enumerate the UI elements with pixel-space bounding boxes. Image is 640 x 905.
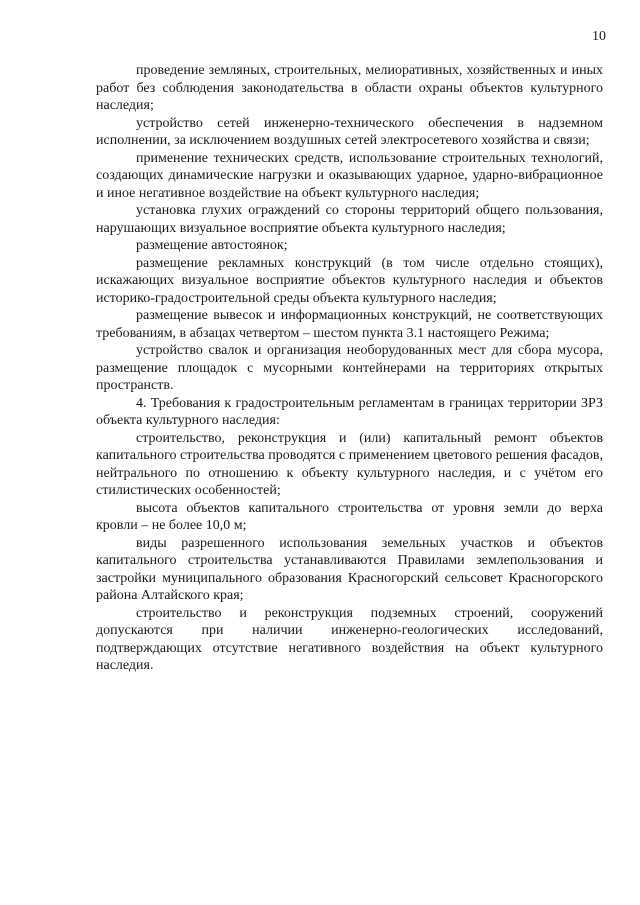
section-heading-4: 4. Требования к градостроительным регламентам в границах территории ЗРЗ объекта культурного наследия: xyxy=(96,395,603,428)
paragraph: устройство свалок и организация необорудованных мест для сбора мусора, размещение площадок с мусорными контейнерами на территориях открытых пространств. xyxy=(96,343,603,393)
paragraph: виды разрешенного использования земельных участков и объектов капитального строительства устанавливаются Правилами землепользования и застройки муниципального образования Красногорский сельсовет Красногорского района Алтайского края; xyxy=(96,535,603,603)
paragraph: устройство сетей инженерно-технического обеспечения в надземном исполнении, за исключением воздушных сетей электросетевого хозяйства и связи; xyxy=(96,115,603,148)
paragraph: строительство, реконструкция и (или) капитальный ремонт объектов капитального строительства проводятся с применением цветового решения фасадов, нейтрального по отношению к объекту культурного наследия, и с учётом его стилистических особенностей; xyxy=(96,430,603,498)
paragraph: строительство и реконструкция подземных строений, сооружений допускаются при наличии инженерно-геологических исследований, подтверждающих отсутствие негативного воздействия на объект культурного наследия. xyxy=(96,605,603,673)
paragraph: размещение рекламных конструкций (в том числе отдельно стоящих), искажающих визуальное восприятие объектов культурного наследия и объектов историко-градостроительной среды объекта культурного наследия; xyxy=(96,255,603,306)
paragraph: размещение вывесок и информационных конструкций, не соответствующих требованиям, в абзацах четвертом – шестом пункта 3.1 настоящего Режима; xyxy=(96,308,603,341)
paragraph: размещение автостоянок; xyxy=(136,238,288,253)
paragraph: применение технических средств, использование строительных технологий, создающих динамические нагрузки и оказывающих ударное, ударно-вибрационное и иное негативное воздействие на объект культурного наследия; xyxy=(96,150,603,201)
paragraph: установка глухих ограждений со стороны территорий общего пользования, нарушающих визуальное восприятие объекта культурного наследия; xyxy=(96,203,603,236)
document-body xyxy=(96,62,603,675)
paragraph: высота объектов капитального строительства от уровня земли до верха кровли – не более 10,0 м; xyxy=(96,500,603,533)
paragraph: проведение земляных, строительных, мелиоративных, хозяйственных и иных работ без соблюдения законодательства в области охраны объектов культурного наследия; xyxy=(96,63,603,113)
page-number: 10 xyxy=(592,29,606,44)
